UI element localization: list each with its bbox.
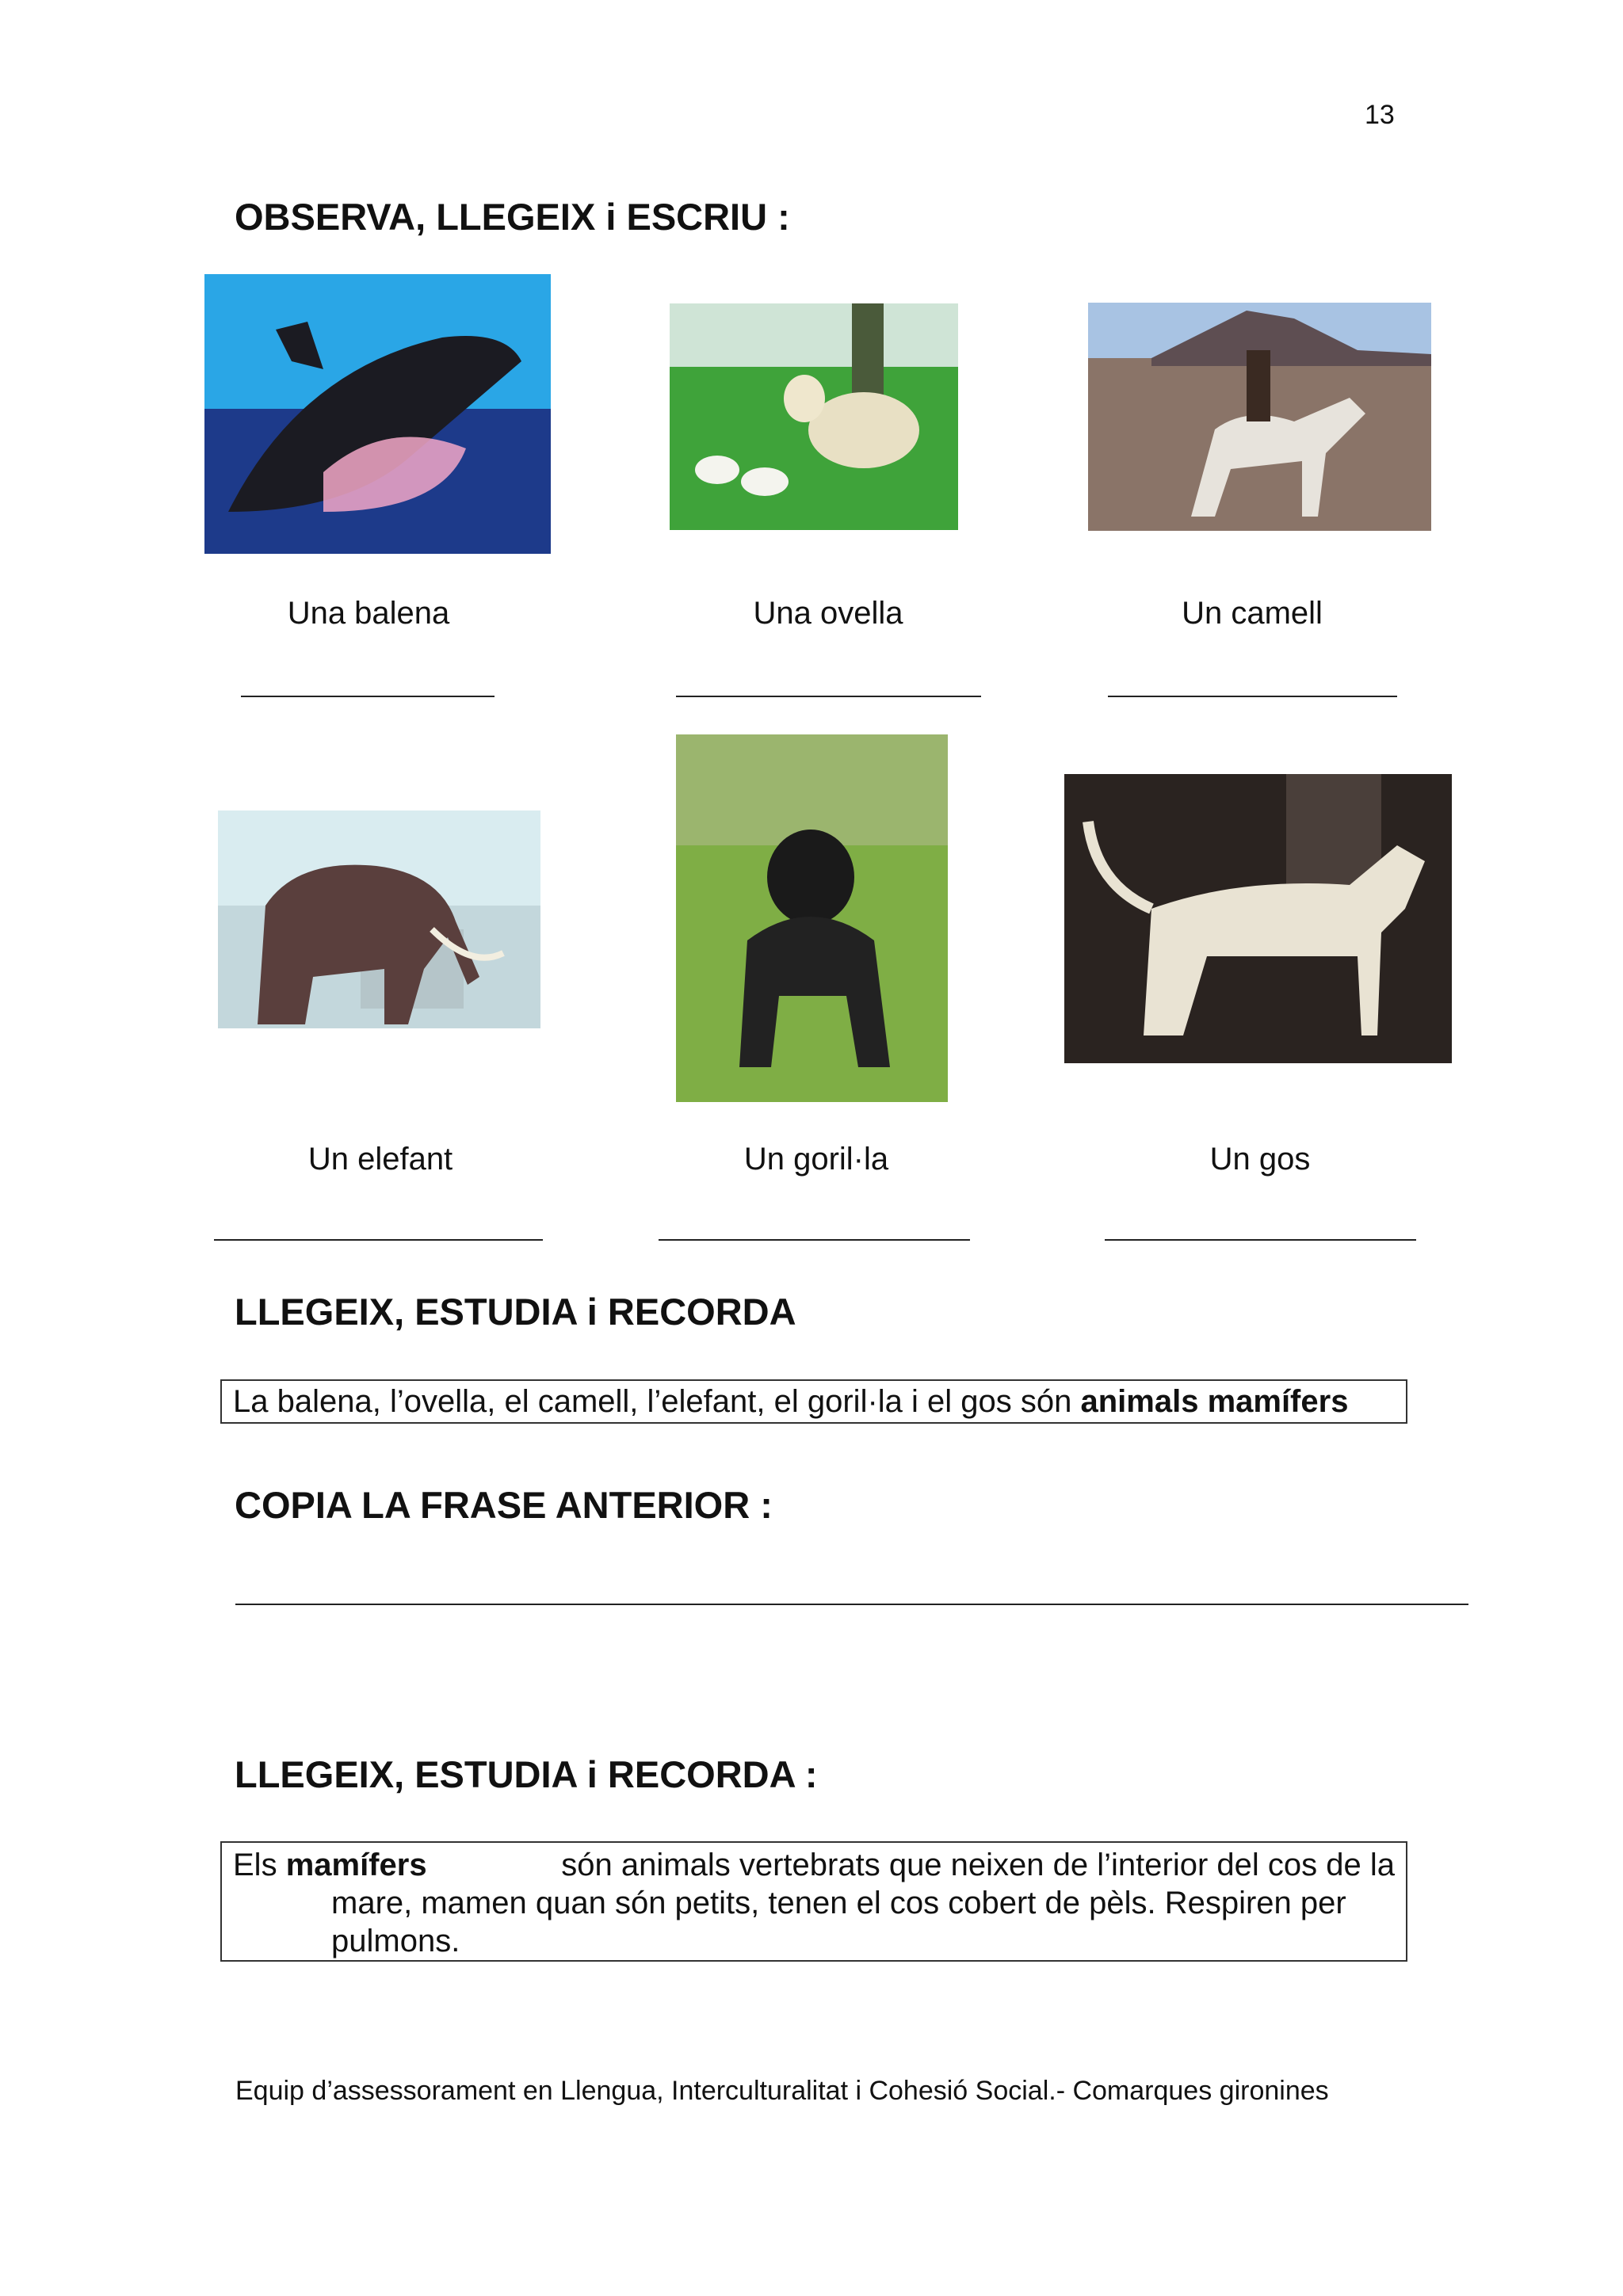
definition-line-3: pulmons. (331, 1924, 460, 1958)
write-line-camel[interactable] (1108, 696, 1397, 697)
dog-photo (1064, 774, 1452, 1063)
definition-box (220, 1841, 1407, 1962)
whale-photo (204, 274, 551, 554)
caption-dog: Un gos (1209, 1142, 1311, 1177)
write-line-sheep[interactable] (676, 696, 981, 697)
section-title-recorda-1: LLEGEIX, ESTUDIA i RECORDA (235, 1291, 796, 1333)
summary-box (220, 1379, 1407, 1424)
section-title-copia: COPIA LA FRASE ANTERIOR : (235, 1484, 773, 1526)
sheep-photo (670, 303, 958, 530)
copy-line[interactable] (235, 1604, 1468, 1605)
caption-camel: Un camell (1182, 596, 1323, 631)
write-line-elephant[interactable] (214, 1239, 543, 1241)
gorilla-photo (676, 734, 948, 1102)
summary-sentence: La balena, l’ovella, el camell, l’elefant, el goril·la i el gos són (233, 1384, 1081, 1419)
caption-whale: Una balena (287, 596, 450, 631)
definition-line-2: mare, mamen quan són petits, tenen el cos cobert de pèls. Respiren per (331, 1886, 1346, 1920)
section-title-recorda-2: LLEGEIX, ESTUDIA i RECORDA : (235, 1753, 818, 1795)
section-title-observa: OBSERVA, LLEGEIX i ESCRIU : (235, 196, 790, 238)
page-number: 13 (1365, 100, 1395, 130)
elephant-photo (218, 810, 540, 1028)
caption-sheep: Una ovella (753, 596, 903, 631)
write-line-dog[interactable] (1105, 1239, 1416, 1241)
definition-line-1: Els mamífers són animals vertebrats que neixen de l’interior del cos de la (233, 1848, 1395, 1882)
camel-photo (1088, 303, 1431, 531)
footer-text: Equip d’assessorament en Llengua, Interculturalitat i Cohesió Social.- Comarques gironines (235, 2076, 1329, 2106)
definition-bold: mamífers (285, 1848, 427, 1882)
write-line-whale[interactable] (241, 696, 495, 697)
write-line-gorilla[interactable] (659, 1239, 970, 1241)
summary-bold: animals mamífers (1080, 1384, 1349, 1419)
caption-elephant: Un elefant (307, 1142, 453, 1177)
caption-gorilla: Un goril·la (743, 1142, 889, 1177)
